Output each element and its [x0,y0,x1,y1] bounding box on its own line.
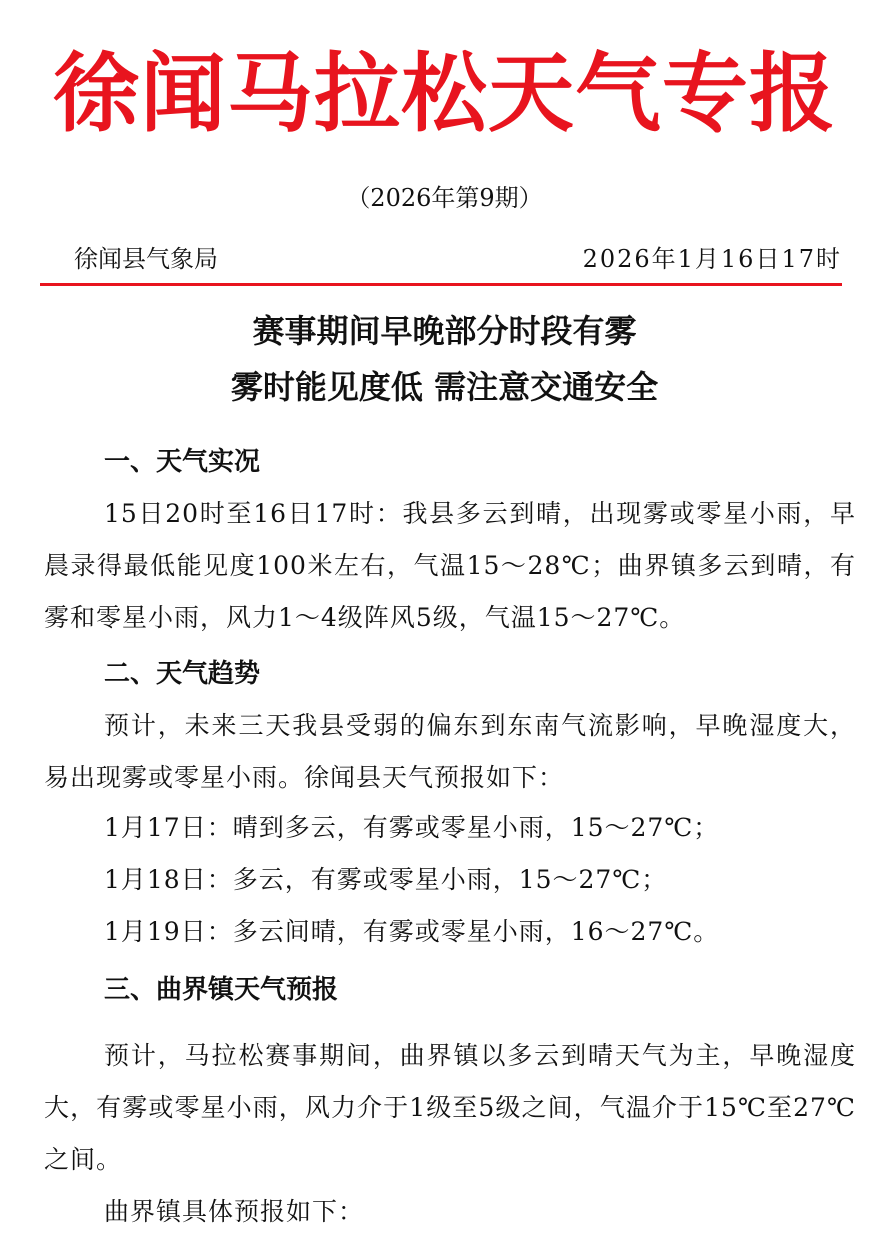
issue-date: 2026年1月16日17时 [582,245,842,273]
red-divider [40,283,842,286]
issue-number: （2026年第9期） [346,184,543,212]
headline-line-2: 雾时能见度低 需注意交通安全 [230,368,659,406]
meta-row [74,240,842,278]
observations-paragraph: 15日20时至16日17时：我县多云到晴，出现雾或零星小雨，早晨录得最低能见度100米左右，气温15～28℃；曲界镇多云到晴，有雾和零星小雨，风力1～4级阵风5级，气温15～27℃。 [44,499,856,632]
section-title-trend: 二、天气趋势 [104,659,261,689]
qujie-closing-line: 曲界镇具体预报如下： [104,1197,365,1226]
headline-line-1: 赛事期间早晚部分时段有雾 [252,312,637,350]
masthead-title: 徐闻马拉松天气专报 [53,43,836,144]
forecast-line: 1月18日：多云，有雾或零星小雨，15～27℃； [104,865,668,894]
section-title-qujie: 三、曲界镇天气预报 [104,975,339,1005]
forecast-line: 1月19日：多云间晴，有雾或零星小雨，16～27℃。 [104,917,720,946]
trend-paragraph: 预计，未来三天我县受弱的偏东到东南气流影响，早晚湿度大，易出现雾或零星小雨。徐闻县天气预报如下： [44,711,856,792]
qujie-paragraph: 预计，马拉松赛事期间，曲界镇以多云到晴天气为主，早晚湿度大，有雾或零星小雨，风力介于1级至5级之间，气温介于15℃至27℃之间。 [44,1041,856,1174]
section-title-observations: 一、天气实况 [104,447,261,477]
issuer: 徐闻县气象局 [74,245,218,273]
forecast-line: 1月17日：晴到多云，有雾或零星小雨，15～27℃； [104,813,720,842]
